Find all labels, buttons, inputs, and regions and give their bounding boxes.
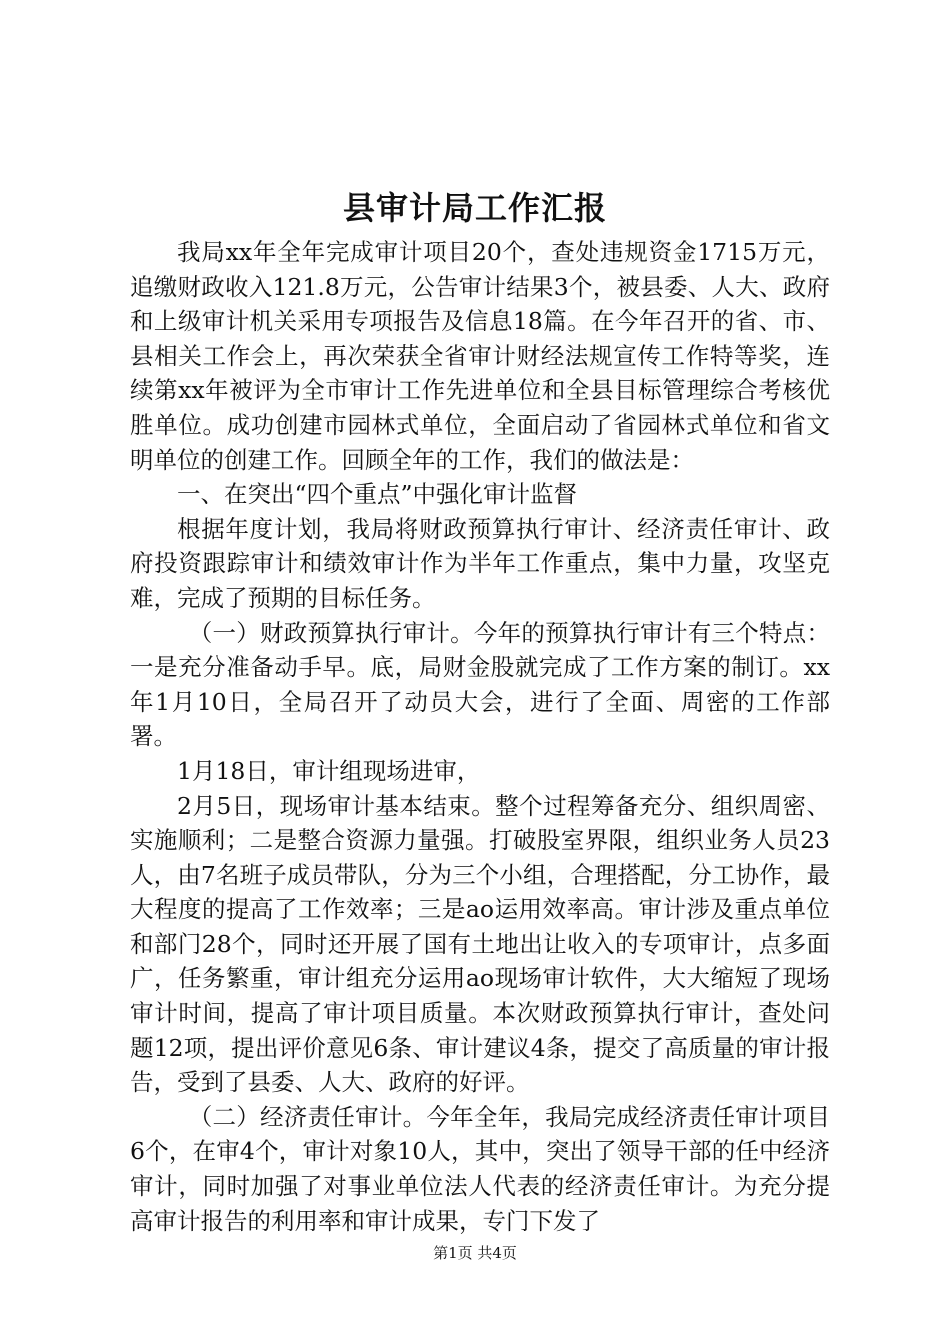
document-body (130, 235, 830, 1238)
paragraph-jan-18: 1月18日，审计组现场进审， (177, 756, 481, 785)
page-footer: 第1页 共4页 (433, 1244, 517, 1262)
section-heading-1: 一、在突出“四个重点”中强化审计监督 (177, 480, 578, 509)
paragraph-budget-audit: （一）财政预算执行审计。今年的预算执行审计有三个特点：一是充分准备动手早。底，局财金股就完成了工作方案的制订。xx年1月10日，全局召开了动员大会，进行了全面、周密的工作部署。 (130, 618, 830, 751)
paragraph-annual-plan: 根据年度计划，我局将财政预算执行审计、经济责任审计、政府投资跟踪审计和绩效审计作为半年工作重点，集中力量，攻坚克难，完成了预期的目标任务。 (130, 514, 830, 612)
paragraph-economic-audit: （二）经济责任审计。今年全年，我局完成经济责任审计项目6个，在审4个，审计对象10人，其中，突出了领导干部的任中经济审计，同时加强了对事业单位法人代表的经济责任审计。为充分提高审计报告的利用率和审计成果，专门下发了 (130, 1102, 830, 1235)
document-title: 县审计局工作汇报 (342, 189, 607, 227)
paragraph-summary: 我局xx年全年完成审计项目20个，查处违规资金1715万元，追缴财政收入121.8万元，公告审计结果3个，被县委、人大、政府和上级审计机关采用专项报告及信息18篇。在今年召开的省、市、县相关工作会上，再次荣获全省审计财经法规宣传工作特等奖，连续第xx年被评为全市审计工作先进单位和全县目标管理综合考核优胜单位。成功创建市园林式单位，全面启动了省园林式单位和省文明单位的创建工作。回顾全年的工作，我们的做法是： (130, 238, 830, 474)
paragraph-feb-5: 2月5日，现场审计基本结束。整个过程筹备充分、组织周密、实施顺利；二是整合资源力量强。打破股室界限，组织业务人员23人，由7名班子成员带队，分为三个小组，合理搭配，分工协作，最大程度的提高了工作效率；三是ao运用效率高。审计涉及重点单位和部门28个，同时还开展了国有土地出让收入的专项审计，点多面广，任务繁重，审计组充分运用ao现场审计软件，大大缩短了现场审计时间，提高了审计项目质量。本次财政预算执行审计，查处问题12项，提出评价意见6条、审计建议4条，提交了高质量的审计报告，受到了县委、人大、政府的好评。 (130, 791, 830, 1097)
